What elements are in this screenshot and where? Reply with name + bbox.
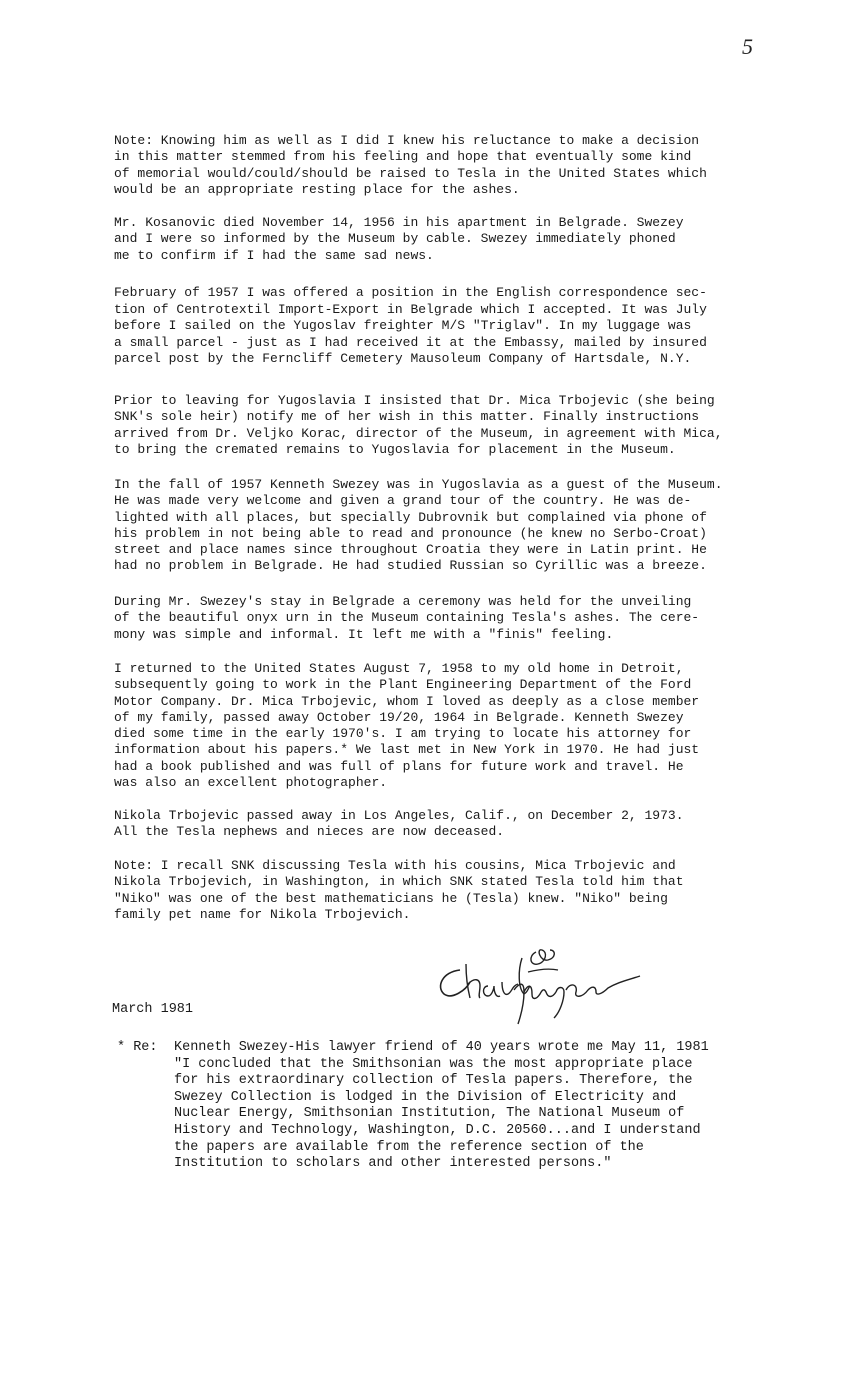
paragraph-position-belgrade: February of 1957 I was offered a position in the English correspondence sec- tion of Centrotextil Import-Export in Belgrade which I accepted. It was July before I sailed on the Yugoslav freighter M/S "Triglav". In my luggage was a small parcel - just as I had received it at the Embassy, mailed by insured parcel post by the Ferncliff Cemetery Mausoleum Company of Hartsdale, N.Y. — [114, 285, 707, 366]
paragraph-nikola-death: Nikola Trbojevic passed away in Los Angeles, Calif., on December 2, 1973. All the Tesla nephews and nieces are now deceased. — [114, 808, 684, 840]
footnote-text: Kenneth Swezey-His lawyer friend of 40 years wrote me May 11, 1981 "I concluded that the Smithsonian was the most appropriate place for his extraordinary collection of Tesla papers. Therefore, the Swezey Collection is lodged in the Division of Electricity and Nuclear Energy, Smithsonian Institution, The National Museum of History and Technology, Washington, D.C. 20560...and I understand the papers are available from the reference section of the Institution to scholars and other interested persons." — [174, 1040, 709, 1172]
paragraph-urn-ceremony: During Mr. Swezey's stay in Belgrade a ceremony was held for the unveiling of the beautiful onyx urn in the Museum containing Tesla's ashes. The cere- mony was simple and informal. It left me with a "finis" feeling. — [114, 594, 700, 642]
footnote-marker: * Re: — [117, 1040, 158, 1055]
page-number: 5 — [742, 34, 753, 59]
paragraph-prior-leaving: Prior to leaving for Yugoslavia I insisted that Dr. Mica Trbojevic (she being SNK's sole heir) notify me of her wish in this matter. Finally instructions arrived from Dr. Veljko Korac, director of the Museum, in agreement with Mica, to bring the cremated remains to Yugoslavia for placement in the Museum. — [114, 393, 723, 457]
paragraph-note-niko: Note: I recall SNK discussing Tesla with his cousins, Mica Trbojevic and Nikola Trbojevich, in Washington, in which SNK stated Tesla told him that "Niko" was one of the best mathematicians he (Tesla) knew. "Niko" being family pet name for Nikola Trbojevich. — [114, 858, 684, 922]
footnote — [117, 1040, 757, 1172]
closing-date: March 1981 — [112, 1002, 194, 1017]
paragraph-return-us: I returned to the United States August 7, 1958 to my old home in Detroit, subsequently going to work in the Plant Engineering Department of the Ford Motor Company. Dr. Mica Trbojevic, whom I loved as deeply as a close member of my family, passed away October 19/20, 1964 in Belgrade. Kenneth Swezey died some time in the early 1970's. I am trying to locate his attorney for information about his papers.* We last met in New York in 1970. He had just had a book published and was full of plans for future work and travel. He was also an excellent photographer. — [114, 661, 700, 791]
paragraph-note-memorial: Note: Knowing him as well as I did I knew his reluctance to make a decision in this matter stemmed from his feeling and hope that eventually some kind of memorial would/could/should be raised to Tesla in the United States which would be an appropriate resting place for the ashes. — [114, 133, 707, 197]
paragraph-swezey-visit: In the fall of 1957 Kenneth Swezey was in Yugoslavia as a guest of the Museum. He was made very welcome and given a grand tour of the country. He was de- lighted with all places, but specially Dubrovnik but complained via phone of his problem in not being able to read and pronounce (he knew no Serbo-Croat) street and place names since throughout Croatia they were in Latin print. He had no problem in Belgrade. He had studied Russian so Cyrillic was a breeze. — [114, 477, 723, 574]
handwritten-signature — [432, 942, 647, 1027]
paragraph-kosanovic-death: Mr. Kosanovic died November 14, 1956 in his apartment in Belgrade. Swezey and I were so informed by the Museum by cable. Swezey immediately phoned me to confirm if I had the same sad news. — [114, 215, 684, 263]
